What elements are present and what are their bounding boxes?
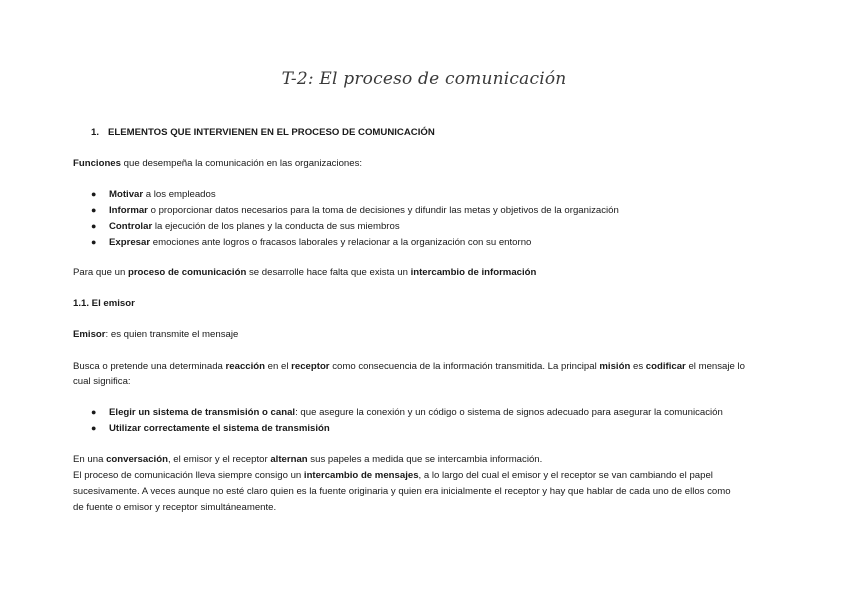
text-run: se desarrolle hace falta que exista un: [246, 267, 411, 278]
text-run: el mensaje lo: [685, 361, 745, 372]
item-text: a los empleados: [143, 189, 216, 200]
bullet-icon: ●: [91, 189, 97, 199]
list-item: [91, 187, 771, 203]
funciones-list: [91, 187, 771, 251]
funciones-bold: Funciones: [73, 158, 121, 169]
list-item: [91, 235, 771, 251]
bullet-icon: ●: [91, 423, 97, 433]
bold-run: conversación: [106, 454, 168, 465]
item-bold: Motivar: [109, 189, 144, 200]
funciones-text: que desempeña la comunicación en las organizaciones:: [120, 158, 363, 169]
text-run: como consecuencia de la información transmitida. La principal: [329, 361, 600, 372]
item-bold: Expresar: [109, 237, 151, 248]
text-run: en el: [265, 361, 292, 372]
text-run: : es quien transmite el mensaje: [105, 329, 239, 340]
bold-run: alternan: [270, 454, 308, 465]
text-run: sus papeles a medida que se intercambia información.: [307, 454, 543, 465]
item-bold: Elegir un sistema de transmisión o canal: [109, 407, 296, 418]
item-bold: Controlar: [109, 221, 153, 232]
text-run: El proceso de comunicación lleva siempre consigo un: [73, 470, 304, 481]
item-text: : que asegure la conexión y un código o sistema de signos adecuado para asegurar la comunicación: [295, 407, 723, 418]
section-heading-text: ELEMENTOS QUE INTERVIENEN EN EL PROCESO DE COMUNICACIÓN: [108, 127, 435, 138]
emisor-definition: [73, 327, 773, 342]
emisor-list: [91, 405, 771, 437]
busca-paragraph: [73, 359, 773, 389]
bullet-icon: ●: [91, 407, 97, 417]
text-run: En una: [73, 454, 107, 465]
bold-run: proceso de comunicación: [127, 267, 247, 278]
bold-run: receptor: [291, 361, 330, 372]
bold-run: misión: [599, 361, 631, 372]
list-item: [91, 203, 771, 219]
bold-run: reacción: [225, 361, 266, 372]
text-run: sucesivamente. A veces aunque no esté claro quien es la fuente originaria y quien era inicialmente el receptor y hay que hablar de cada uno de ellos como: [73, 486, 731, 497]
section-number: 1.: [91, 127, 100, 138]
text-run: es: [630, 361, 646, 372]
document-title: T-2: El proceso de comunicación: [281, 69, 567, 89]
proceso-paragraph: [73, 265, 773, 280]
text-run: Para que un: [73, 267, 128, 278]
list-item: [91, 219, 771, 235]
item-text: emociones ante logros o fracasos laborales y relacionar a la organización con su entorno: [150, 237, 532, 248]
bold-run: intercambio de información: [410, 267, 537, 278]
text-run: , a lo largo del cual el emisor y el receptor se van cambiando el papel: [418, 470, 713, 481]
text-run: , el emisor y el receptor: [167, 454, 271, 465]
item-text: o proporcionar datos necesarios para la toma de decisiones y difundir las metas y objetivos de la organización: [147, 205, 619, 216]
bullet-icon: ●: [91, 205, 97, 215]
text-run: cual significa:: [73, 376, 131, 387]
funciones-paragraph: [73, 156, 773, 171]
bullet-icon: ●: [91, 221, 97, 231]
bold-run: codificar: [645, 361, 686, 372]
section-heading-1: [91, 125, 791, 140]
conversacion-paragraph: [73, 452, 773, 516]
item-bold: Utilizar correctamente el sistema de transmisión: [109, 423, 330, 434]
bold-run: Emisor: [73, 329, 106, 340]
subsection-heading: 1.1. El emisor: [73, 298, 135, 309]
text-run: Busca o pretende una determinada: [73, 361, 226, 372]
list-item: [91, 405, 771, 421]
bullet-icon: ●: [91, 237, 97, 247]
text-run: de fuente o emisor y receptor simultáneamente.: [73, 502, 277, 513]
item-bold: Informar: [109, 205, 148, 216]
bold-run: intercambio de mensajes: [303, 470, 419, 481]
item-text: la ejecución de los planes y la conducta de sus miembros: [152, 221, 400, 232]
list-item: [91, 421, 771, 437]
